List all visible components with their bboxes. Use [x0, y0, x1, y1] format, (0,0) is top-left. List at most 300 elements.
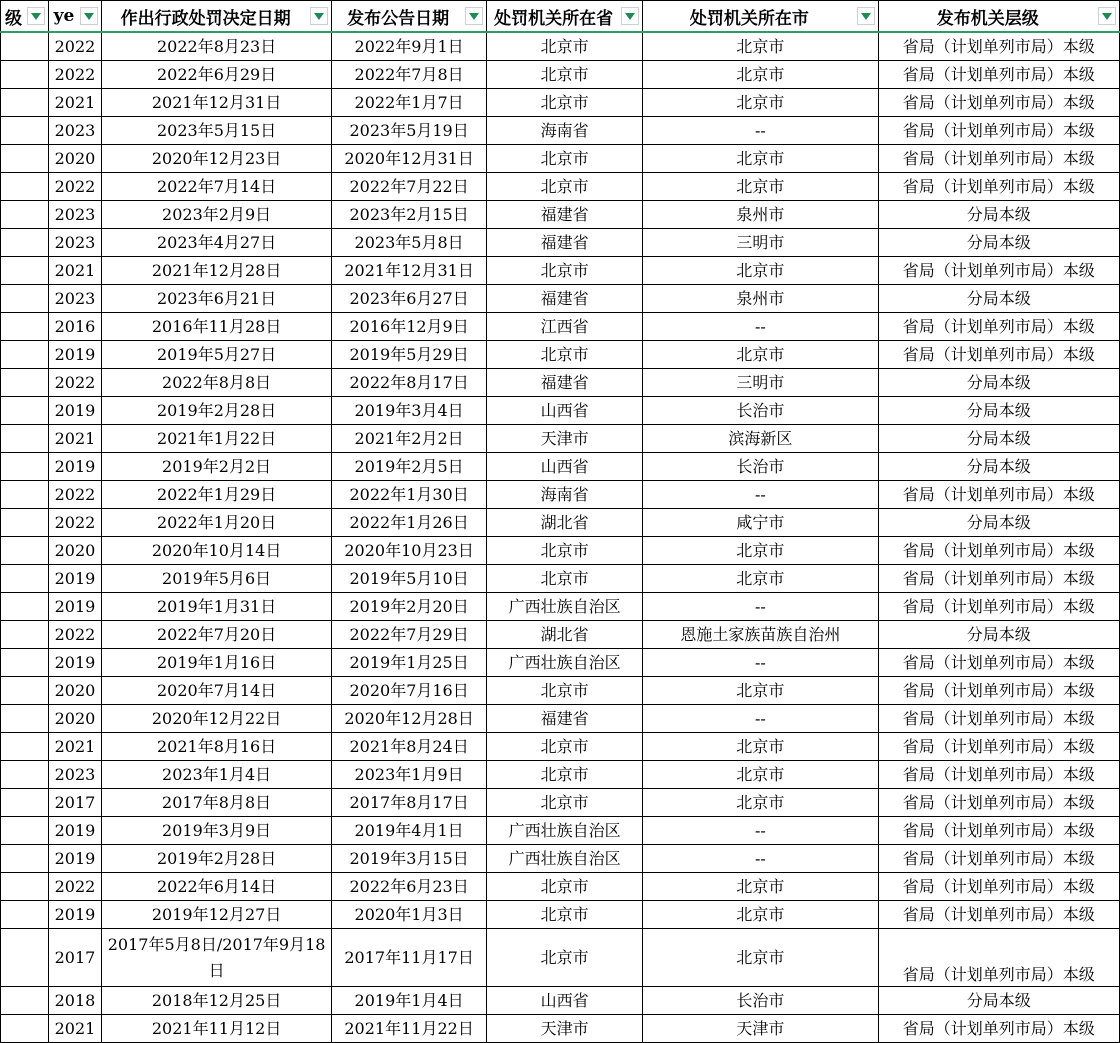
- table-cell[interactable]: 北京市: [486, 61, 642, 89]
- table-cell[interactable]: 2019年12月27日: [101, 901, 331, 929]
- table-cell[interactable]: 2021年12月31日: [332, 257, 487, 285]
- table-cell[interactable]: 2020年10月23日: [332, 537, 487, 565]
- table-cell[interactable]: [1, 565, 49, 593]
- table-cell[interactable]: 省局（计划单列市局）本级: [878, 32, 1120, 61]
- table-cell[interactable]: 分局本级: [878, 987, 1120, 1015]
- table-cell[interactable]: --: [643, 649, 878, 677]
- table-cell[interactable]: [1, 453, 49, 481]
- table-cell[interactable]: 北京市: [643, 677, 878, 705]
- table-row: [1, 453, 1120, 481]
- table-cell[interactable]: 2022: [49, 481, 102, 509]
- table-row: [1, 425, 1120, 453]
- filter-dropdown-icon[interactable]: [621, 7, 639, 25]
- table-cell[interactable]: --: [643, 705, 878, 733]
- table-cell[interactable]: 2019年4月1日: [332, 817, 487, 845]
- table-cell[interactable]: 2023年2月15日: [332, 201, 487, 229]
- table-cell[interactable]: [1, 341, 49, 369]
- table-row: [1, 929, 1120, 987]
- table-row: [1, 285, 1120, 313]
- table-cell[interactable]: 省局（计划单列市局）本级: [878, 481, 1120, 509]
- table-cell[interactable]: 2020年10月14日: [101, 537, 331, 565]
- table-cell[interactable]: 省局（计划单列市局）本级: [878, 705, 1120, 733]
- table-row: [1, 32, 1120, 61]
- table-row: [1, 621, 1120, 649]
- table-cell[interactable]: 天津市: [643, 1015, 878, 1043]
- table-cell[interactable]: [1, 313, 49, 341]
- table-cell[interactable]: 2022年9月1日: [332, 32, 487, 61]
- table-cell[interactable]: 2021年1月22日: [101, 425, 331, 453]
- table-row: [1, 117, 1120, 145]
- table-cell[interactable]: 省局（计划单列市局）本级: [878, 117, 1120, 145]
- table-cell[interactable]: 2022年8月23日: [101, 32, 331, 61]
- column-header[interactable]: [878, 1, 1120, 33]
- table-cell[interactable]: --: [643, 817, 878, 845]
- table-cell[interactable]: 福建省: [486, 369, 642, 397]
- table-cell[interactable]: 2023: [49, 201, 102, 229]
- table-cell[interactable]: 2022年1月30日: [332, 481, 487, 509]
- table-cell[interactable]: 湖北省: [486, 509, 642, 537]
- table-cell[interactable]: 北京市: [486, 173, 642, 201]
- table-cell[interactable]: [1, 369, 49, 397]
- table-cell[interactable]: 2021: [49, 1015, 102, 1043]
- table-cell[interactable]: [1, 61, 49, 89]
- table-cell[interactable]: 2020年7月16日: [332, 677, 487, 705]
- table-cell[interactable]: 2021年12月31日: [101, 89, 331, 117]
- table-row: [1, 173, 1120, 201]
- table-body: [1, 32, 1120, 1043]
- table-cell[interactable]: 2022年7月20日: [101, 621, 331, 649]
- table-cell[interactable]: 福建省: [486, 705, 642, 733]
- table-cell[interactable]: 北京市: [643, 173, 878, 201]
- table-cell[interactable]: 省局（计划单列市局）本级: [878, 61, 1120, 89]
- table-cell[interactable]: [1, 817, 49, 845]
- table-cell[interactable]: 北京市: [643, 761, 878, 789]
- table-cell[interactable]: 分局本级: [878, 621, 1120, 649]
- table-cell[interactable]: 北京市: [486, 761, 642, 789]
- table-cell[interactable]: 2017: [49, 789, 102, 817]
- filter-dropdown-icon[interactable]: [80, 7, 98, 25]
- table-cell[interactable]: 省局（计划单列市局）本级: [878, 537, 1120, 565]
- table-cell[interactable]: [1, 537, 49, 565]
- table-cell[interactable]: [1, 285, 49, 313]
- table-cell[interactable]: 分局本级: [878, 285, 1120, 313]
- table-cell[interactable]: 省局（计划单列市局）本级: [878, 817, 1120, 845]
- table-cell[interactable]: [1, 677, 49, 705]
- table-cell[interactable]: [1, 397, 49, 425]
- column-header[interactable]: [643, 1, 878, 33]
- table-cell[interactable]: 2021年12月28日: [101, 257, 331, 285]
- table-row: [1, 341, 1120, 369]
- table-cell[interactable]: 省局（计划单列市局）本级: [878, 173, 1120, 201]
- table-row: [1, 733, 1120, 761]
- table-cell[interactable]: 2019: [49, 565, 102, 593]
- header-row: [1, 1, 1120, 33]
- table-cell[interactable]: 2019: [49, 341, 102, 369]
- table-cell[interactable]: [1, 929, 49, 987]
- filter-dropdown-icon[interactable]: [310, 7, 328, 25]
- table-cell[interactable]: 北京市: [486, 341, 642, 369]
- table-cell[interactable]: 2021: [49, 733, 102, 761]
- table-cell[interactable]: 2019年2月20日: [332, 593, 487, 621]
- table-cell[interactable]: 长治市: [643, 397, 878, 425]
- table-cell[interactable]: 福建省: [486, 201, 642, 229]
- table-cell[interactable]: 2019年2月2日: [101, 453, 331, 481]
- table-cell[interactable]: 省局（计划单列市局）本级: [878, 677, 1120, 705]
- table-cell[interactable]: 分局本级: [878, 453, 1120, 481]
- table-cell[interactable]: 2022年6月29日: [101, 61, 331, 89]
- table-cell[interactable]: 2019年5月6日: [101, 565, 331, 593]
- table-cell[interactable]: 2022年1月20日: [101, 509, 331, 537]
- table-cell[interactable]: 分局本级: [878, 229, 1120, 257]
- table-cell[interactable]: 海南省: [486, 481, 642, 509]
- table-cell[interactable]: 2022: [49, 61, 102, 89]
- table-cell[interactable]: 2021: [49, 89, 102, 117]
- table-cell[interactable]: 省局（计划单列市局）本级: [878, 789, 1120, 817]
- table-cell[interactable]: 2023年1月4日: [101, 761, 331, 789]
- table-cell[interactable]: 2021: [49, 257, 102, 285]
- table-cell[interactable]: [1, 425, 49, 453]
- column-header-label: ye: [53, 6, 75, 26]
- table-cell[interactable]: 2021年11月22日: [332, 1015, 487, 1043]
- table-cell[interactable]: 天津市: [486, 425, 642, 453]
- table-cell[interactable]: 广西壮族自治区: [486, 817, 642, 845]
- table-cell[interactable]: 2022年1月26日: [332, 509, 487, 537]
- table-cell[interactable]: 北京市: [643, 61, 878, 89]
- column-header-label: 发布公告日期: [347, 8, 450, 29]
- table-cell[interactable]: 2020: [49, 677, 102, 705]
- table-cell[interactable]: 北京市: [643, 89, 878, 117]
- table-cell[interactable]: 2020年7月14日: [101, 677, 331, 705]
- table-cell[interactable]: [1, 789, 49, 817]
- table-cell[interactable]: 2019年1月31日: [101, 593, 331, 621]
- table-cell[interactable]: [1, 733, 49, 761]
- table-cell[interactable]: 省局（计划单列市局）本级: [878, 257, 1120, 285]
- table-cell[interactable]: 天津市: [486, 1015, 642, 1043]
- table-cell[interactable]: 2022年6月14日: [101, 873, 331, 901]
- table-cell[interactable]: 2020年12月23日: [101, 145, 331, 173]
- table-cell[interactable]: 北京市: [486, 901, 642, 929]
- table-cell[interactable]: 北京市: [486, 677, 642, 705]
- table-cell[interactable]: 2023: [49, 761, 102, 789]
- table-cell[interactable]: 北京市: [486, 257, 642, 285]
- table-cell[interactable]: [1, 117, 49, 145]
- column-header[interactable]: [1, 1, 49, 33]
- table-cell[interactable]: 2022年7月14日: [101, 173, 331, 201]
- table-row: [1, 901, 1120, 929]
- table-cell[interactable]: 北京市: [643, 257, 878, 285]
- table-cell[interactable]: 北京市: [486, 537, 642, 565]
- table-cell[interactable]: 2017年11月17日: [332, 929, 487, 987]
- table-row: [1, 1015, 1120, 1043]
- table-row: [1, 593, 1120, 621]
- table-cell[interactable]: [1, 649, 49, 677]
- table-cell[interactable]: 海南省: [486, 117, 642, 145]
- column-header-label: 发布机关层级: [936, 8, 1039, 29]
- table-cell[interactable]: [1, 873, 49, 901]
- table-cell[interactable]: 北京市: [643, 537, 878, 565]
- table-cell[interactable]: 2020: [49, 537, 102, 565]
- table-row: [1, 369, 1120, 397]
- table-cell[interactable]: 2019: [49, 397, 102, 425]
- table-cell[interactable]: 福建省: [486, 229, 642, 257]
- table-cell[interactable]: 北京市: [486, 873, 642, 901]
- table-cell[interactable]: 2022年6月23日: [332, 873, 487, 901]
- table-cell[interactable]: 分局本级: [878, 425, 1120, 453]
- filter-dropdown-icon[interactable]: [465, 7, 483, 25]
- table-cell[interactable]: 北京市: [486, 929, 642, 987]
- filter-dropdown-icon[interactable]: [857, 7, 875, 25]
- table-cell[interactable]: 省局（计划单列市局）本级: [878, 313, 1120, 341]
- table-cell[interactable]: 2016: [49, 313, 102, 341]
- table-row: [1, 789, 1120, 817]
- table-cell[interactable]: 2019年5月27日: [101, 341, 331, 369]
- table-cell[interactable]: 2020: [49, 705, 102, 733]
- table-row: [1, 537, 1120, 565]
- table-cell[interactable]: 省局（计划单列市局）本级: [878, 89, 1120, 117]
- table-cell[interactable]: [1, 901, 49, 929]
- table-cell[interactable]: [1, 481, 49, 509]
- table-cell[interactable]: [1, 173, 49, 201]
- table-cell[interactable]: [1, 705, 49, 733]
- table-cell[interactable]: 2022年7月8日: [332, 61, 487, 89]
- table-cell[interactable]: 北京市: [486, 565, 642, 593]
- table-cell[interactable]: [1, 257, 49, 285]
- table-cell[interactable]: [1, 229, 49, 257]
- filter-dropdown-icon[interactable]: [27, 7, 45, 25]
- filter-dropdown-icon[interactable]: [1098, 7, 1116, 25]
- table-row: [1, 873, 1120, 901]
- table-cell[interactable]: 山西省: [486, 987, 642, 1015]
- column-header[interactable]: [486, 1, 642, 33]
- table-cell[interactable]: 2019年5月10日: [332, 565, 487, 593]
- table-cell[interactable]: 2019: [49, 649, 102, 677]
- table-cell[interactable]: 2019年2月28日: [101, 397, 331, 425]
- table-cell[interactable]: 泉州市: [643, 201, 878, 229]
- table-cell[interactable]: 北京市: [643, 733, 878, 761]
- table-cell[interactable]: 省局（计划单列市局）本级: [878, 845, 1120, 873]
- table-cell[interactable]: 2023年5月15日: [101, 117, 331, 145]
- table-cell[interactable]: 省局（计划单列市局）本级: [878, 341, 1120, 369]
- table-cell[interactable]: 2019年3月15日: [332, 845, 487, 873]
- table-cell[interactable]: [1, 89, 49, 117]
- table-cell[interactable]: 2020年1月3日: [332, 901, 487, 929]
- column-header[interactable]: [332, 1, 487, 33]
- table-cell[interactable]: 2022: [49, 369, 102, 397]
- table-cell[interactable]: 山西省: [486, 453, 642, 481]
- table-cell[interactable]: 2023年6月27日: [332, 285, 487, 313]
- table-row: [1, 257, 1120, 285]
- table-cell[interactable]: 湖北省: [486, 621, 642, 649]
- table-cell[interactable]: 省局（计划单列市局）本级: [878, 145, 1120, 173]
- table-cell[interactable]: 北京市: [643, 901, 878, 929]
- table-cell[interactable]: [1, 32, 49, 61]
- table-cell[interactable]: 长治市: [643, 987, 878, 1015]
- table-cell[interactable]: 2021年2月2日: [332, 425, 487, 453]
- table-row: [1, 201, 1120, 229]
- table-cell[interactable]: [1, 201, 49, 229]
- table-cell[interactable]: 2018: [49, 987, 102, 1015]
- table-cell[interactable]: 北京市: [643, 341, 878, 369]
- table-cell[interactable]: 2023: [49, 285, 102, 313]
- table-cell[interactable]: 2017年8月17日: [332, 789, 487, 817]
- table-cell[interactable]: 2019年1月25日: [332, 649, 487, 677]
- table-cell[interactable]: 2022年8月17日: [332, 369, 487, 397]
- table-cell[interactable]: 2023年5月19日: [332, 117, 487, 145]
- table-cell[interactable]: 2019年1月16日: [101, 649, 331, 677]
- table-cell[interactable]: 2023: [49, 229, 102, 257]
- table-row: [1, 481, 1120, 509]
- table-row: [1, 397, 1120, 425]
- table-cell[interactable]: 广西壮族自治区: [486, 593, 642, 621]
- column-header-label: 处罚机关所在市: [689, 8, 809, 29]
- table-cell[interactable]: 2023年1月9日: [332, 761, 487, 789]
- table-cell[interactable]: 2023年5月8日: [332, 229, 487, 257]
- table-cell[interactable]: 北京市: [486, 789, 642, 817]
- table-row: [1, 845, 1120, 873]
- table-cell[interactable]: 2022: [49, 173, 102, 201]
- column-header[interactable]: [49, 1, 102, 33]
- table-cell[interactable]: 2022: [49, 621, 102, 649]
- table-cell[interactable]: 北京市: [643, 789, 878, 817]
- table-cell[interactable]: 2019: [49, 845, 102, 873]
- column-header-label: 作出行政处罚决定日期: [120, 8, 291, 29]
- table-cell[interactable]: 2019: [49, 453, 102, 481]
- table-cell[interactable]: 北京市: [486, 733, 642, 761]
- table-cell[interactable]: 泉州市: [643, 285, 878, 313]
- table-cell[interactable]: 2019年1月4日: [332, 987, 487, 1015]
- table-cell[interactable]: 2019: [49, 593, 102, 621]
- table-cell[interactable]: 长治市: [643, 453, 878, 481]
- table-cell[interactable]: [1, 593, 49, 621]
- table-row: [1, 677, 1120, 705]
- table-cell[interactable]: 省局（计划单列市局）本级: [878, 593, 1120, 621]
- table-cell[interactable]: 北京市: [643, 929, 878, 987]
- table-cell[interactable]: 咸宁市: [643, 509, 878, 537]
- table-cell[interactable]: 2023: [49, 117, 102, 145]
- table-cell[interactable]: [1, 145, 49, 173]
- table-row: [1, 145, 1120, 173]
- table-cell[interactable]: 2022: [49, 509, 102, 537]
- table-cell[interactable]: 2017年8月8日: [101, 789, 331, 817]
- table-cell[interactable]: [1, 1015, 49, 1043]
- table-cell[interactable]: 三明市: [643, 229, 878, 257]
- table-cell[interactable]: --: [643, 481, 878, 509]
- table-cell[interactable]: 省局（计划单列市局）本级: [878, 901, 1120, 929]
- table-cell[interactable]: 2019年3月4日: [332, 397, 487, 425]
- table-cell[interactable]: 分局本级: [878, 397, 1120, 425]
- table-cell[interactable]: 分局本级: [878, 201, 1120, 229]
- table-cell[interactable]: 2021年11月12日: [101, 1015, 331, 1043]
- table-cell[interactable]: 三明市: [643, 369, 878, 397]
- table-cell[interactable]: 北京市: [486, 145, 642, 173]
- table-cell[interactable]: 省局（计划单列市局）本级: [878, 565, 1120, 593]
- table-cell[interactable]: 2020: [49, 145, 102, 173]
- table-cell[interactable]: --: [643, 593, 878, 621]
- table-cell[interactable]: 省局（计划单列市局）本级: [878, 1015, 1120, 1043]
- table-cell[interactable]: --: [643, 845, 878, 873]
- table-cell[interactable]: 广西壮族自治区: [486, 649, 642, 677]
- table-row: [1, 509, 1120, 537]
- table-cell[interactable]: [1, 761, 49, 789]
- table-cell[interactable]: 恩施土家族苗族自治州: [643, 621, 878, 649]
- table-cell[interactable]: 北京市: [486, 32, 642, 61]
- table-cell[interactable]: [1, 621, 49, 649]
- table-cell[interactable]: 北京市: [643, 145, 878, 173]
- table-cell[interactable]: 北京市: [643, 565, 878, 593]
- table-cell[interactable]: [1, 509, 49, 537]
- table-row: [1, 61, 1120, 89]
- table-cell[interactable]: [1, 987, 49, 1015]
- table-cell[interactable]: 2020年12月31日: [332, 145, 487, 173]
- table-cell[interactable]: 2021年8月16日: [101, 733, 331, 761]
- table-cell[interactable]: 滨海新区: [643, 425, 878, 453]
- table-cell[interactable]: 山西省: [486, 397, 642, 425]
- table-cell[interactable]: 2019: [49, 901, 102, 929]
- table-cell[interactable]: 省局（计划单列市局）本级: [878, 929, 1120, 987]
- table-cell[interactable]: 2022年8月8日: [101, 369, 331, 397]
- table-cell[interactable]: 2022: [49, 873, 102, 901]
- table-cell[interactable]: 省局（计划单列市局）本级: [878, 649, 1120, 677]
- table-cell[interactable]: 广西壮族自治区: [486, 845, 642, 873]
- table-cell[interactable]: 江西省: [486, 313, 642, 341]
- table-cell[interactable]: 省局（计划单列市局）本级: [878, 733, 1120, 761]
- table-cell[interactable]: 2019年5月29日: [332, 341, 487, 369]
- table-cell[interactable]: 2020年12月28日: [332, 705, 487, 733]
- column-header[interactable]: [101, 1, 331, 33]
- table-cell[interactable]: 2023年6月21日: [101, 285, 331, 313]
- table-cell[interactable]: 2021: [49, 425, 102, 453]
- table-row: [1, 565, 1120, 593]
- table-row: [1, 229, 1120, 257]
- table-row: [1, 761, 1120, 789]
- table-cell[interactable]: 2018年12月25日: [101, 987, 331, 1015]
- table-cell[interactable]: 2019: [49, 817, 102, 845]
- table-cell[interactable]: 分局本级: [878, 509, 1120, 537]
- table-cell[interactable]: 2022年1月29日: [101, 481, 331, 509]
- table-row: [1, 817, 1120, 845]
- table-cell[interactable]: 2022年1月7日: [332, 89, 487, 117]
- table-row: [1, 987, 1120, 1015]
- table-cell[interactable]: 北京市: [643, 32, 878, 61]
- table-cell[interactable]: 2016年12月9日: [332, 313, 487, 341]
- table-cell[interactable]: 分局本级: [878, 369, 1120, 397]
- table-cell[interactable]: --: [643, 117, 878, 145]
- table-cell[interactable]: 省局（计划单列市局）本级: [878, 761, 1120, 789]
- table-row: [1, 649, 1120, 677]
- table-cell[interactable]: 2023年4月27日: [101, 229, 331, 257]
- table-cell[interactable]: 2019年2月5日: [332, 453, 487, 481]
- table-cell[interactable]: [1, 845, 49, 873]
- table-cell[interactable]: 北京市: [643, 873, 878, 901]
- table-cell[interactable]: 福建省: [486, 285, 642, 313]
- table-cell[interactable]: 省局（计划单列市局）本级: [878, 873, 1120, 901]
- table-cell[interactable]: --: [643, 313, 878, 341]
- table-cell[interactable]: 2017: [49, 929, 102, 987]
- table-cell[interactable]: 2022: [49, 32, 102, 61]
- table-cell[interactable]: 北京市: [486, 89, 642, 117]
- table-cell[interactable]: 2016年11月28日: [101, 313, 331, 341]
- column-header-label: 级: [5, 8, 22, 29]
- table-cell[interactable]: 2019年2月28日: [101, 845, 331, 873]
- table-cell[interactable]: 2023年2月9日: [101, 201, 331, 229]
- table-cell[interactable]: 2017年5月8日/2017年9月18日: [101, 929, 331, 987]
- table-cell[interactable]: 2019年3月9日: [101, 817, 331, 845]
- table-cell[interactable]: 2022年7月29日: [332, 621, 487, 649]
- table-cell[interactable]: 2021年8月24日: [332, 733, 487, 761]
- table-cell[interactable]: 2020年12月22日: [101, 705, 331, 733]
- table-row: [1, 705, 1120, 733]
- table-cell[interactable]: 2022年7月22日: [332, 173, 487, 201]
